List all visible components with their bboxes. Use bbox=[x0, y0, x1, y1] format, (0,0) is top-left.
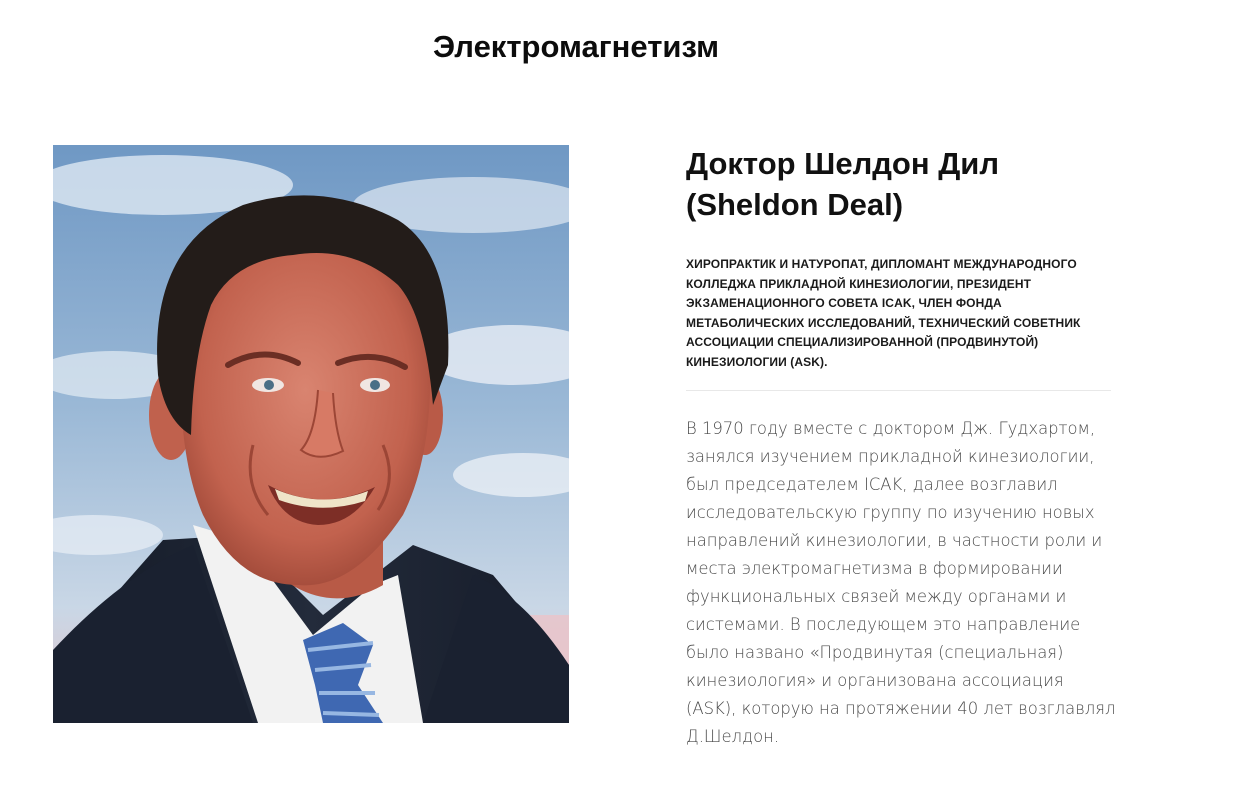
section-title: Электромагнетизм bbox=[433, 29, 720, 64]
person-credentials: ХИРОПРАКТИК И НАТУРОПАТ, ДИПЛОМАНТ МЕЖДУНАРОДНОГО КОЛЛЕДЖА ПРИКЛАДНОЙ КИНЕЗИОЛОГИИ, ПРЕЗИДЕНТ ЭКЗАМЕНАЦИОННОГО СОВЕТА ICAK, ЧЛЕН ФОНДА МЕТАБОЛИЧЕСКИХ ИССЛЕДОВАНИЙ, ТЕХНИЧЕСКИЙ СОВЕТНИК АССОЦИАЦИИ СПЕЦИАЛИЗИРОВАННОЙ (ПРОДВИНУТОЙ) КИНЕЗИОЛОГИИ (ASK). bbox=[686, 257, 1081, 369]
divider bbox=[686, 390, 1111, 391]
bio-text: В 1970 году вместе с доктором Дж. Гудхартом, занялся изучением прикладной кинезиологии, был председателем ICAK, далее возглавил исследовательскую группу по изучению новых направлений кинезиологии, в частности роли и места электромагнетизма в формировании функциональных связей между органами и системами. В последующем это направление было названо «Продвинутая (специальная) кинезиология» и организована ассоциация (ASK), которую на протяжении 40 лет возглавлял Д.Шелдон. bbox=[686, 419, 1116, 746]
person-name: Доктор Шелдон Дил (Sheldon Deal) bbox=[686, 146, 1000, 222]
portrait-photo bbox=[53, 145, 569, 723]
bio-block bbox=[686, 143, 1116, 751]
portrait-image bbox=[53, 145, 569, 723]
